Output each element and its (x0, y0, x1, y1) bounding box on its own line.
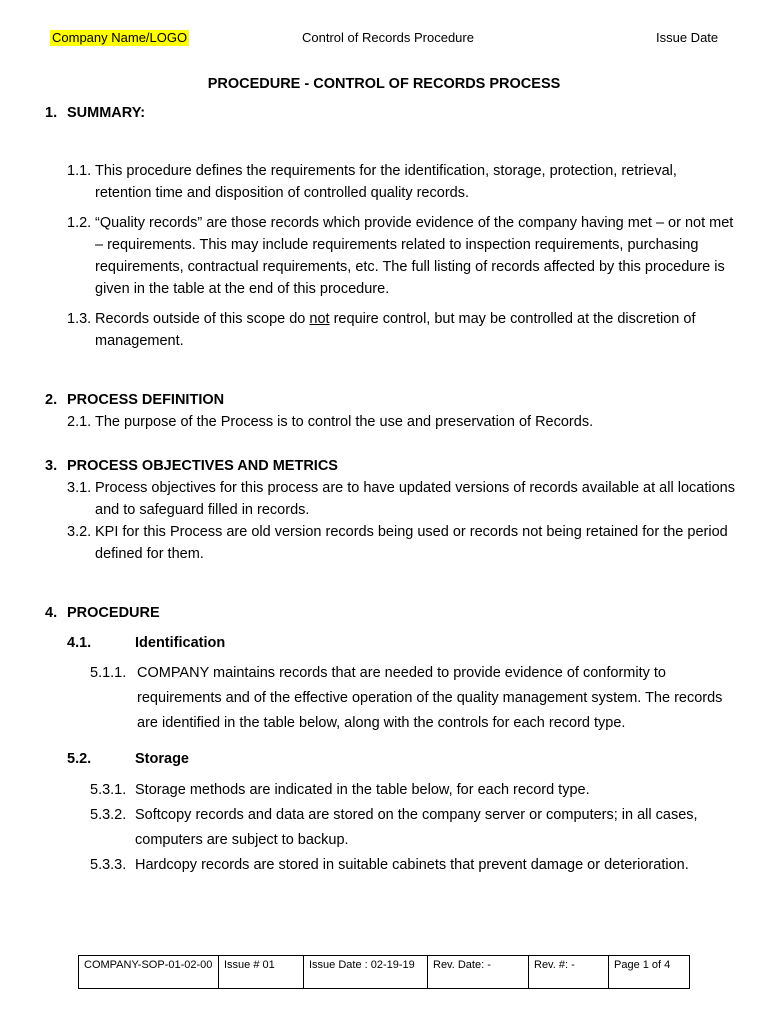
list-item: 5.3.3. Hardcopy records are stored in suitable cabinets that prevent damage or deterioration. (90, 857, 689, 873)
footer-issue-date: Issue Date : 02-19-19 (304, 956, 428, 989)
emphasis-underline: not (309, 311, 330, 327)
subsection-heading-identification: 4.1. Identification (67, 635, 226, 651)
footer-rev-number: Rev. #: - (529, 956, 609, 989)
section-heading-procedure: 4. PROCEDURE (45, 605, 160, 621)
header-doc-title: Control of Records Procedure (302, 30, 474, 45)
section-heading-objectives: 3. PROCESS OBJECTIVES AND METRICS (45, 458, 338, 474)
footer-issue-number: Issue # 01 (219, 956, 304, 989)
footer-table (78, 955, 690, 989)
table-row (79, 956, 690, 989)
footer-rev-date: Rev. Date: - (428, 956, 529, 989)
list-item: 1.2. “Quality records” are those records which provide evidence of the company having met – or not met – requirements. This may include requirements related to inspection requirements, purchasing requirements, contractual requirements, etc. The full listing of records affected by this procedure is given in the table at the end of this procedure. (67, 215, 734, 297)
list-item: 3.2. KPI for this Process are old version records being used or records not being retained for the period defined for them. (67, 524, 728, 562)
footer-page-number: Page 1 of 4 (609, 956, 690, 989)
header-issue-date: Issue Date (656, 30, 719, 45)
list-item: 3.1. Process objectives for this process are to have updated versions of records available at all locations and to safeguard filled in records. (67, 480, 735, 518)
list-item: 2.1. The purpose of the Process is to control the use and preservation of Records. (67, 414, 594, 430)
list-item: 5.3.2. Softcopy records and data are stored on the company server or computers; in all cases, computers are subject to backup. (90, 807, 698, 848)
section-heading-summary: 1. SUMMARY: (45, 105, 146, 121)
footer-doc-id: COMPANY-SOP-01-02-00 (79, 956, 219, 989)
list-item: 1.3. Records outside of this scope do not require control, but may be controlled at the discretion of management. (67, 311, 696, 349)
section-heading-process-definition: 2. PROCESS DEFINITION (45, 392, 225, 408)
subsection-heading-storage: 5.2. Storage (67, 751, 189, 767)
list-item: 5.1.1. COMPANY maintains records that are needed to provide evidence of conformity to requirements and of the effective operation of the quality management system. The records are identified in the table below, along with the controls for each record type. (90, 665, 723, 731)
document-body (45, 102, 735, 878)
company-logo-placeholder: Company Name/LOGO (52, 30, 188, 45)
list-item: 1.1. This procedure defines the requirements for the identification, storage, protection, retrieval, retention time and disposition of controlled quality records. (67, 163, 677, 201)
list-item: 5.3.1. Storage methods are indicated in the table below, for each record type. (90, 782, 590, 798)
document-title: PROCEDURE - CONTROL OF RECORDS PROCESS (207, 76, 561, 92)
